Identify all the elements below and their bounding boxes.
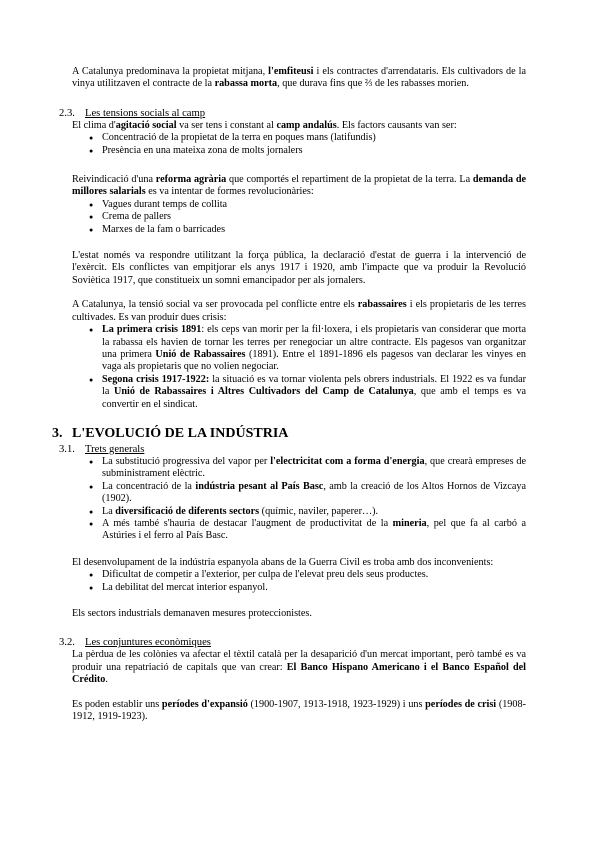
bold-term: Unió de Rabassaires i Altres Cultivadors del Camp de Catalunya: [113, 386, 414, 398]
paragraph: L'estat només va respondre utilitzant la força pública, la declaració d'estat de guerra i la intervenció de l'exèrcit. Els conflictes van empitjorar els anys 1917 i 1920, amb l'impacte que va produir la Revolució Soviètica 1917, que constitueix un somni emancipador per als jornalers.: [72, 250, 526, 286]
section-heading-2-3: [59, 107, 526, 120]
list-item: ● Presència en una mateixa zona de molts jornalers: [72, 145, 526, 157]
bold-term: diversificació de diferents sectors: [115, 505, 260, 517]
bold-term: l'electricitat com a forma d'energia: [270, 455, 425, 467]
text: i els contractes d'arrendataris. Els cultivadors de la vinya utilitzaven el contracte de la: [72, 66, 527, 90]
text: La concentració de la: [102, 480, 196, 492]
bold-term: camp andalús: [276, 119, 337, 131]
text: . Els factors causants van ser:: [336, 119, 457, 131]
section-number: 2.3.: [59, 107, 75, 119]
document-page: [52, 66, 527, 723]
bold-term: l'emfiteusi: [268, 66, 314, 77]
bold-term: períodes de crisi: [425, 698, 497, 710]
bullet-list: [72, 199, 526, 236]
list-item: [72, 481, 526, 506]
paragraph: Els sectors industrials demanaven mesures proteccionistes.: [72, 608, 312, 619]
section-number: 3.1.: [59, 443, 75, 455]
text: la situació es va tornar violenta pels obrers industrials. El 1922 es va fundar la: [102, 373, 526, 398]
chapter-title: L'EVOLUCIÓ DE LA INDÚSTRIA: [72, 425, 289, 441]
text: que comportés el repartiment de la propietat de la terra. La: [226, 174, 473, 186]
paragraph: [72, 299, 526, 324]
text: va ser tens i constant al: [176, 119, 277, 131]
bullet-list: [72, 324, 526, 411]
text: , que durava fins que ⅔ de les rabasses morien.: [277, 78, 469, 90]
paragraph: [72, 699, 526, 724]
chapter-number: 3.: [52, 425, 63, 441]
list-item: [72, 456, 526, 481]
intro-paragraph: [72, 66, 526, 91]
text: , amb la creació de los Altos Hornos de Vizcaya (1902).: [102, 480, 526, 505]
bold-term: agitació social: [115, 119, 177, 131]
text: El clima d': [72, 119, 116, 131]
text: es va intentar de formes revolucionàries:: [145, 186, 314, 198]
list-item: ● Dificultat de competir a l'exterior, per culpa de l'elevat preu dels seus productes.: [72, 569, 526, 581]
paragraph: El desenvolupament de la indústria espanyola abans de la Guerra Civil es troba amb dos inconvenients:: [72, 556, 494, 568]
bold-term: demanda de millores salarials: [72, 174, 527, 198]
text: Reivindicació d'una: [72, 174, 156, 186]
section-heading-3-1: [59, 443, 526, 456]
bold-term: La primera crisis 1891: [102, 324, 202, 336]
section-title: Les conjuntures econòmiques: [85, 637, 211, 649]
section-number: 3.2.: [59, 637, 75, 649]
bold-term: Unió de Rabassaires: [155, 348, 246, 360]
list-item: ● Crema de pallers: [72, 211, 526, 223]
bold-term: El Banco Hispano Americano i el Banco Español del Crédito: [72, 661, 526, 686]
list-item: [72, 374, 526, 411]
bullet-list: [72, 456, 526, 543]
text: , pel que fa al carbó a Astúries i el ferro al País Basc.: [102, 517, 526, 542]
text: (1900-1907, 1913-1918, 1923-1929) i uns: [247, 698, 426, 710]
list-item: ● Vagues durant temps de collita: [72, 199, 526, 211]
text: A més també s'hauria de destacar l'augment de productivitat de la: [102, 517, 393, 529]
list-item: [72, 518, 526, 543]
list-item: [72, 324, 526, 374]
list-item: ● Concentració de la propietat de la terra en poques mans (latifundis): [72, 132, 526, 144]
text: .: [105, 674, 108, 686]
paragraph: [72, 174, 526, 199]
bold-term: períodes d'expansió: [161, 698, 248, 710]
section-title: Trets generals: [85, 443, 145, 455]
text: (1908-1912, 1919-1923).: [72, 698, 526, 723]
bold-term: reforma agrària: [155, 174, 227, 186]
text: (1891). Entre el 1891-1896 els pagesos van declarar les vinyes en vaga als propietaris que no volien negociar.: [102, 348, 527, 373]
paragraph: [72, 120, 526, 132]
bold-term: rabassa morta: [214, 78, 278, 90]
text: A Catalunya, la tensió social va ser provocada pel conflicte entre els: [72, 299, 358, 311]
section-title: Les tensions socials al camp: [85, 107, 206, 119]
list-item: [72, 506, 526, 518]
text: A Catalunya predominava la propietat mitjana,: [72, 66, 269, 77]
chapter-heading-3: [52, 425, 526, 443]
bold-term: mineria: [392, 517, 427, 529]
text: (químic, naviler, paperer…).: [259, 505, 379, 517]
text: : els ceps van morir per la fil·loxera, i els propietaris van considerar que morta la rabassa els havien de tornar les terres per renegociar un altre contracte. Els pagesos van organitzar una primera: [102, 324, 527, 360]
paragraph: [72, 649, 526, 686]
text: La: [102, 505, 116, 517]
bold-term: rabassaires: [357, 299, 407, 311]
bullet-list: [72, 132, 526, 157]
text: i els propietaris de les terres cultivades. Es van produir dues crisis:: [72, 299, 526, 323]
text: La pèrdua de les colònies va afectar el tèxtil català per la desaparició d'un mercat important, però també es va produir una repatriació de capitals que van crear:: [72, 649, 526, 673]
text: Es poden establir uns: [72, 698, 162, 710]
text: , que amb el temps es va convertir en el sindicat.: [102, 386, 526, 410]
list-item: ● La debilitat del mercat interior espanyol.: [72, 582, 526, 594]
text: , que crearà empreses de subministrament elèctric.: [102, 455, 527, 480]
bullet-list: [72, 569, 526, 594]
bold-term: Segona crisis 1917-1922:: [102, 373, 210, 385]
bold-term: indústria pesant al País Basc: [195, 480, 324, 492]
list-item: ● Marxes de la fam o barricades: [72, 224, 526, 236]
text: La substitució progressiva del vapor per: [102, 455, 271, 467]
section-heading-3-2: [59, 636, 526, 649]
